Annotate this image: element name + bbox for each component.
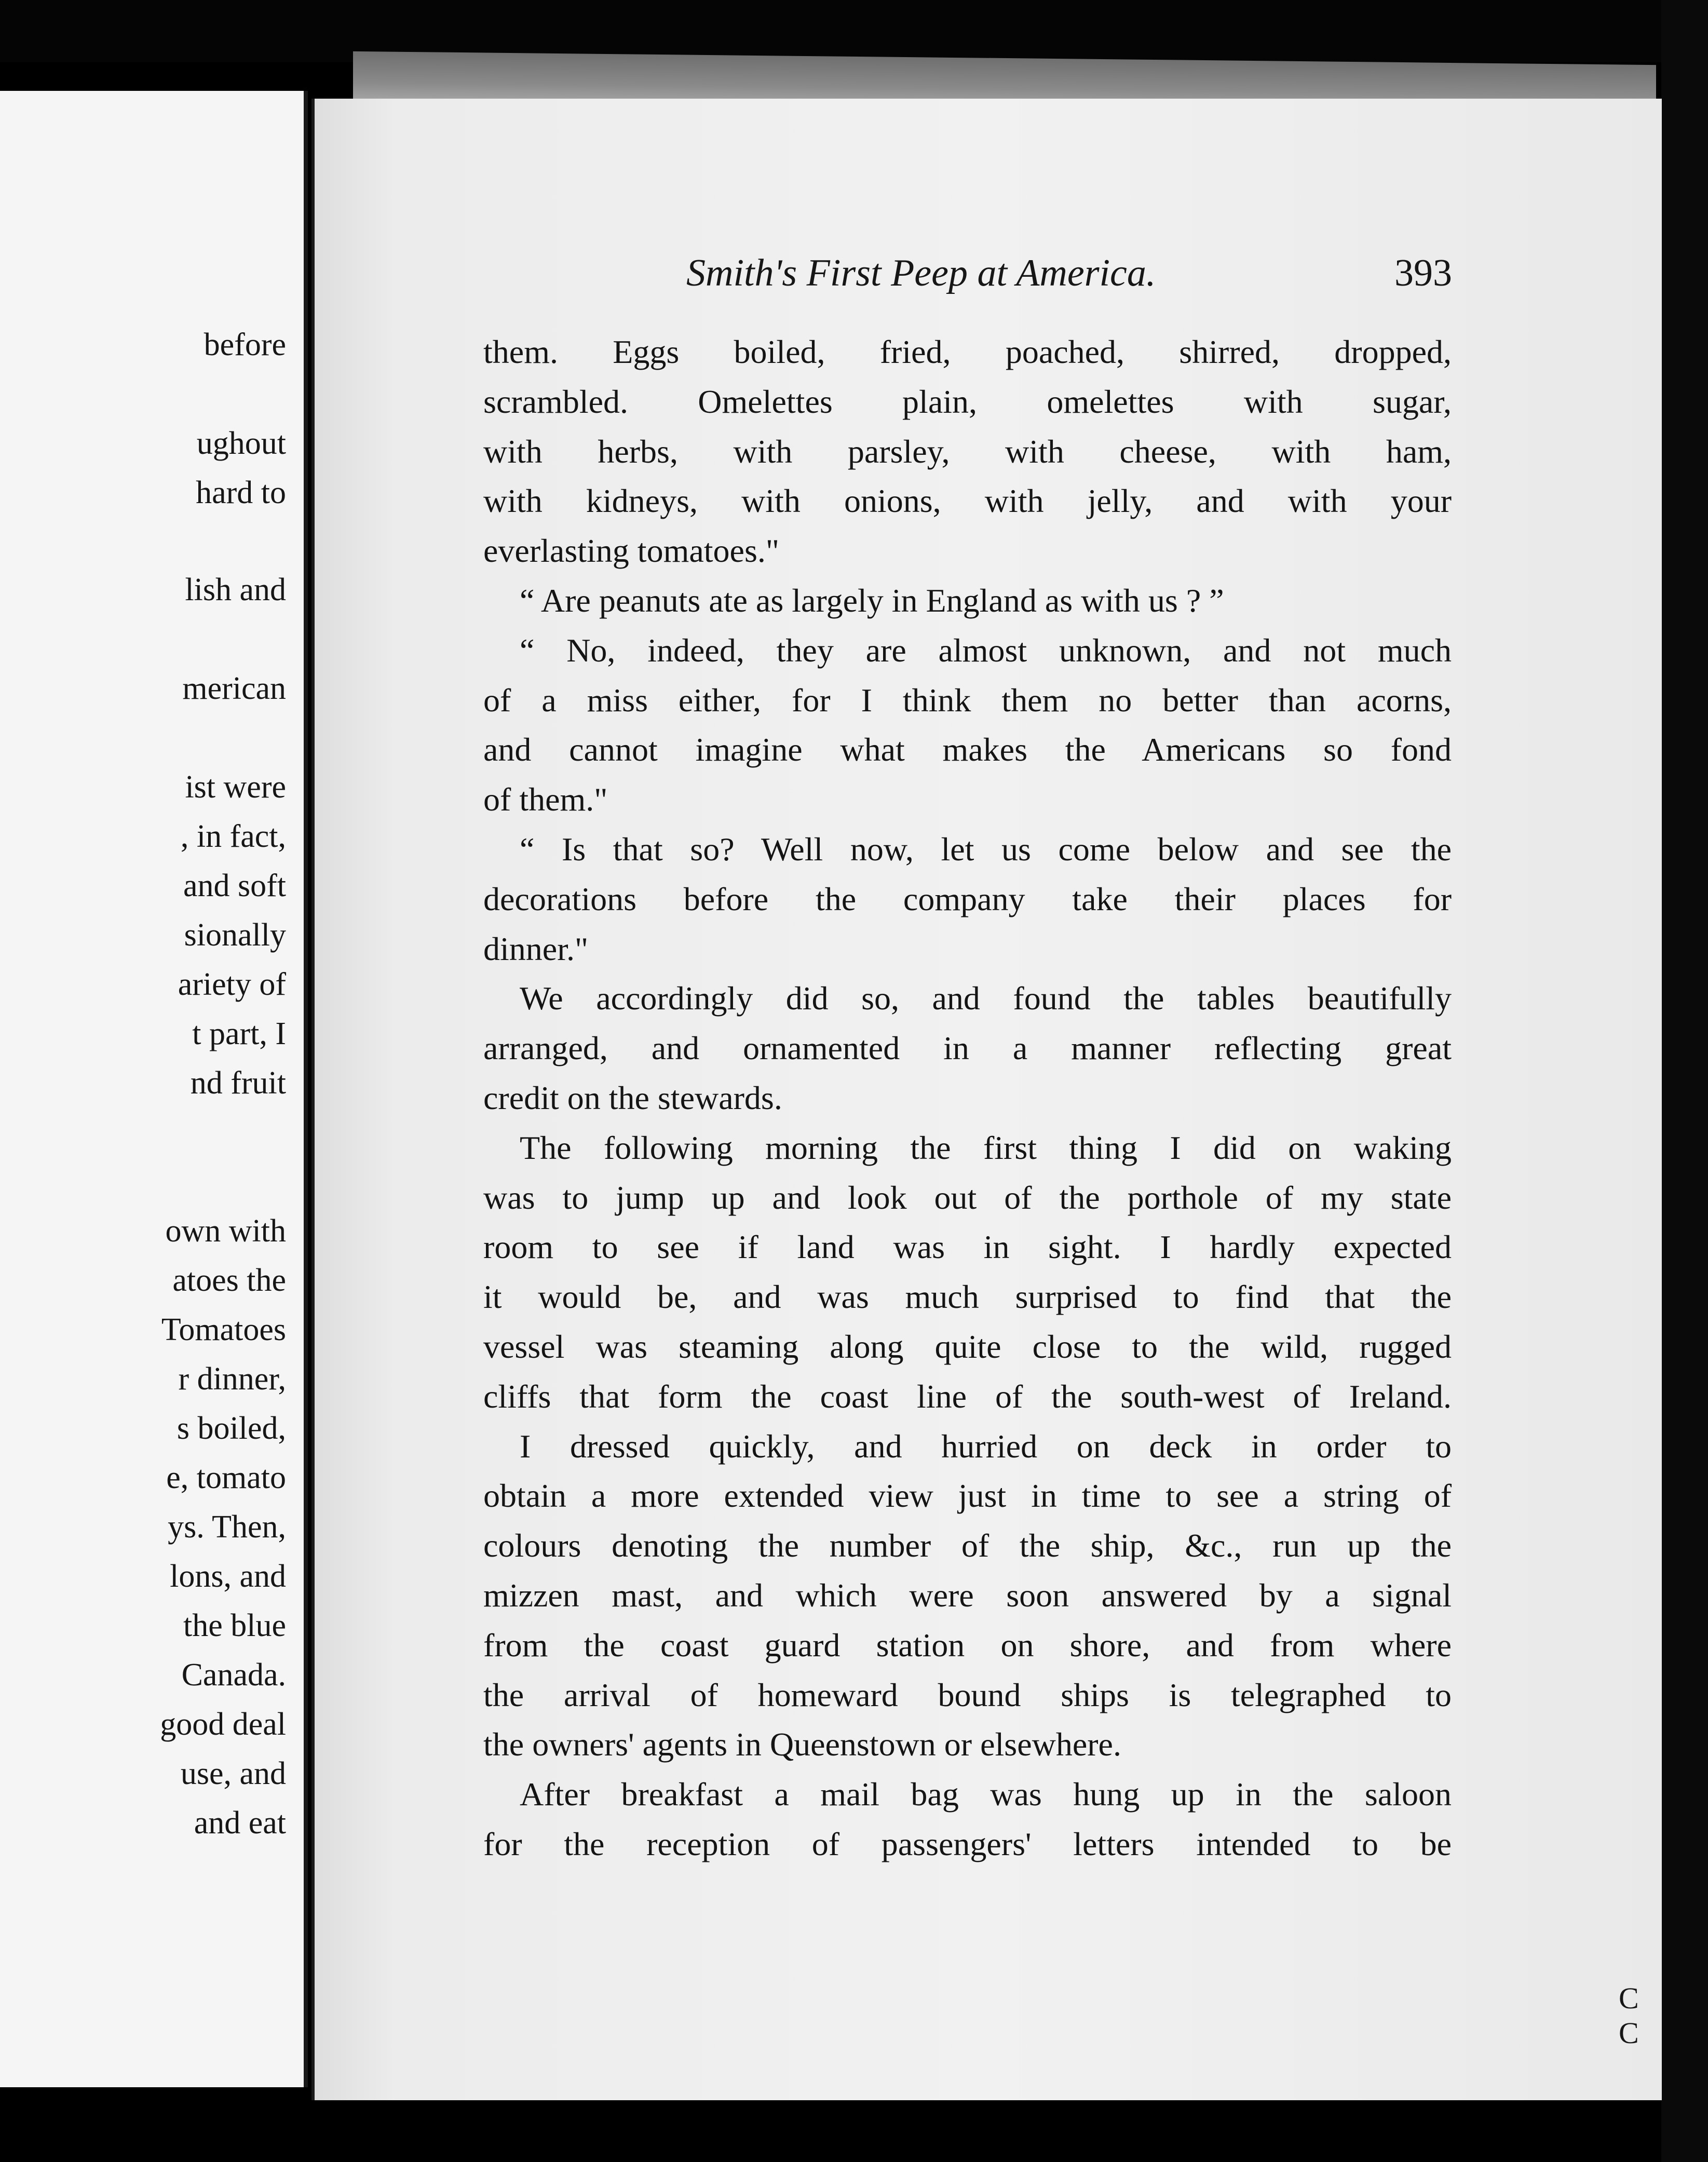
- left-page-line: ughout: [196, 426, 286, 461]
- text-line: After breakfast a mail bag was hung up in the saloon: [520, 1776, 1452, 1813]
- left-page-line: ist were: [185, 769, 286, 805]
- text-line: mizzen mast, and which were soon answered by a signal: [483, 1576, 1452, 1614]
- left-page-line: ys. Then,: [168, 1509, 286, 1545]
- left-page-line: lish and: [185, 572, 286, 607]
- body-text: [483, 327, 1452, 1869]
- left-page-line: merican: [182, 671, 286, 706]
- text-line: the owners' agents in Queenstown or elsewhere.: [483, 1726, 1121, 1763]
- left-page-line: and soft: [183, 868, 286, 903]
- text-line: vessel was steaming along quite close to the wild, rugged: [483, 1328, 1452, 1365]
- left-page-line: , in fact,: [180, 819, 286, 854]
- left-page-line: own with: [165, 1213, 286, 1249]
- left-page-line: Canada.: [181, 1657, 286, 1693]
- running-head: Smith's First Peep at America.: [686, 252, 1156, 294]
- left-page-line: s boiled,: [177, 1411, 286, 1446]
- left-page-line: ariety of: [178, 967, 286, 1002]
- text-line: from the coast guard station on shore, and from where: [483, 1626, 1452, 1664]
- scan-top-border: [0, 0, 1708, 62]
- text-line: I dressed quickly, and hurried on deck in order to: [520, 1427, 1452, 1465]
- left-page-line: hard to: [196, 475, 286, 510]
- text-line: everlasting tomatoes.": [483, 532, 779, 570]
- left-page-line: e, tomato: [166, 1460, 286, 1495]
- left-page-line: r dinner,: [178, 1361, 286, 1397]
- text-line: with kidneys, with onions, with jelly, and with your: [483, 482, 1452, 520]
- text-line: of a miss either, for I think them no better than acorns,: [483, 681, 1452, 719]
- left-page-line: atoes the: [172, 1263, 286, 1298]
- text-line: the arrival of homeward bound ships is telegraphed to: [483, 1676, 1452, 1713]
- left-page-line: t part, I: [192, 1016, 286, 1051]
- left-page-line: good deal: [160, 1707, 286, 1742]
- text-line: scrambled. Omelettes plain, omelettes with sugar,: [483, 383, 1452, 420]
- text-line: was to jump up and look out of the porthole of my state: [483, 1179, 1452, 1216]
- left-page-line: lons, and: [170, 1559, 286, 1594]
- text-line: We accordingly did so, and found the tables beautifully: [520, 980, 1452, 1017]
- text-line: with herbs, with parsley, with cheese, with ham,: [483, 433, 1452, 470]
- left-page: [0, 91, 308, 2087]
- page-number: 393: [1394, 252, 1452, 294]
- text-line: colours denoting the number of the ship, &c., run up the: [483, 1527, 1452, 1564]
- left-page-line: before: [204, 327, 286, 362]
- text-line: it would be, and was much surprised to find that the: [483, 1278, 1452, 1316]
- text-line: “ Is that so? Well now, let us come below and see the: [520, 830, 1452, 868]
- text-line: and cannot imagine what makes the Americans so fond: [483, 731, 1452, 768]
- text-line: arranged, and ornamented in a manner reflecting great: [483, 1030, 1452, 1067]
- text-line: them. Eggs boiled, fried, poached, shirred, dropped,: [483, 333, 1452, 370]
- text-line: “ No, indeed, they are almost unknown, and not much: [520, 631, 1452, 669]
- right-page: [311, 99, 1662, 2100]
- text-line: credit on the stewards.: [483, 1079, 782, 1116]
- text-line: of them.": [483, 781, 608, 818]
- text-line: dinner.": [483, 930, 589, 967]
- text-line: decorations before the company take their places for: [483, 880, 1452, 917]
- left-page-line: nd fruit: [190, 1065, 286, 1101]
- left-page-line: Tomatoes: [161, 1312, 286, 1347]
- text-line: for the reception of passengers' letters intended to be: [483, 1825, 1452, 1862]
- left-page-line: and eat: [194, 1805, 286, 1841]
- text-line: cliffs that form the coast line of the south-west of Ireland.: [483, 1377, 1452, 1415]
- text-line: The following morning the first thing I did on waking: [520, 1129, 1452, 1166]
- text-line: “ Are peanuts ate as largely in England as with us ? ”: [520, 582, 1224, 619]
- scan-right-border: [1661, 0, 1708, 2162]
- left-page-line: use, and: [180, 1756, 286, 1791]
- signature-mark: C C: [1619, 1981, 1646, 2050]
- left-page-line: the blue: [183, 1608, 286, 1643]
- text-line: room to see if land was in sight. I hardly expected: [483, 1228, 1452, 1266]
- left-page-line: sionally: [184, 917, 286, 953]
- text-line: obtain a more extended view just in time to see a string of: [483, 1477, 1452, 1515]
